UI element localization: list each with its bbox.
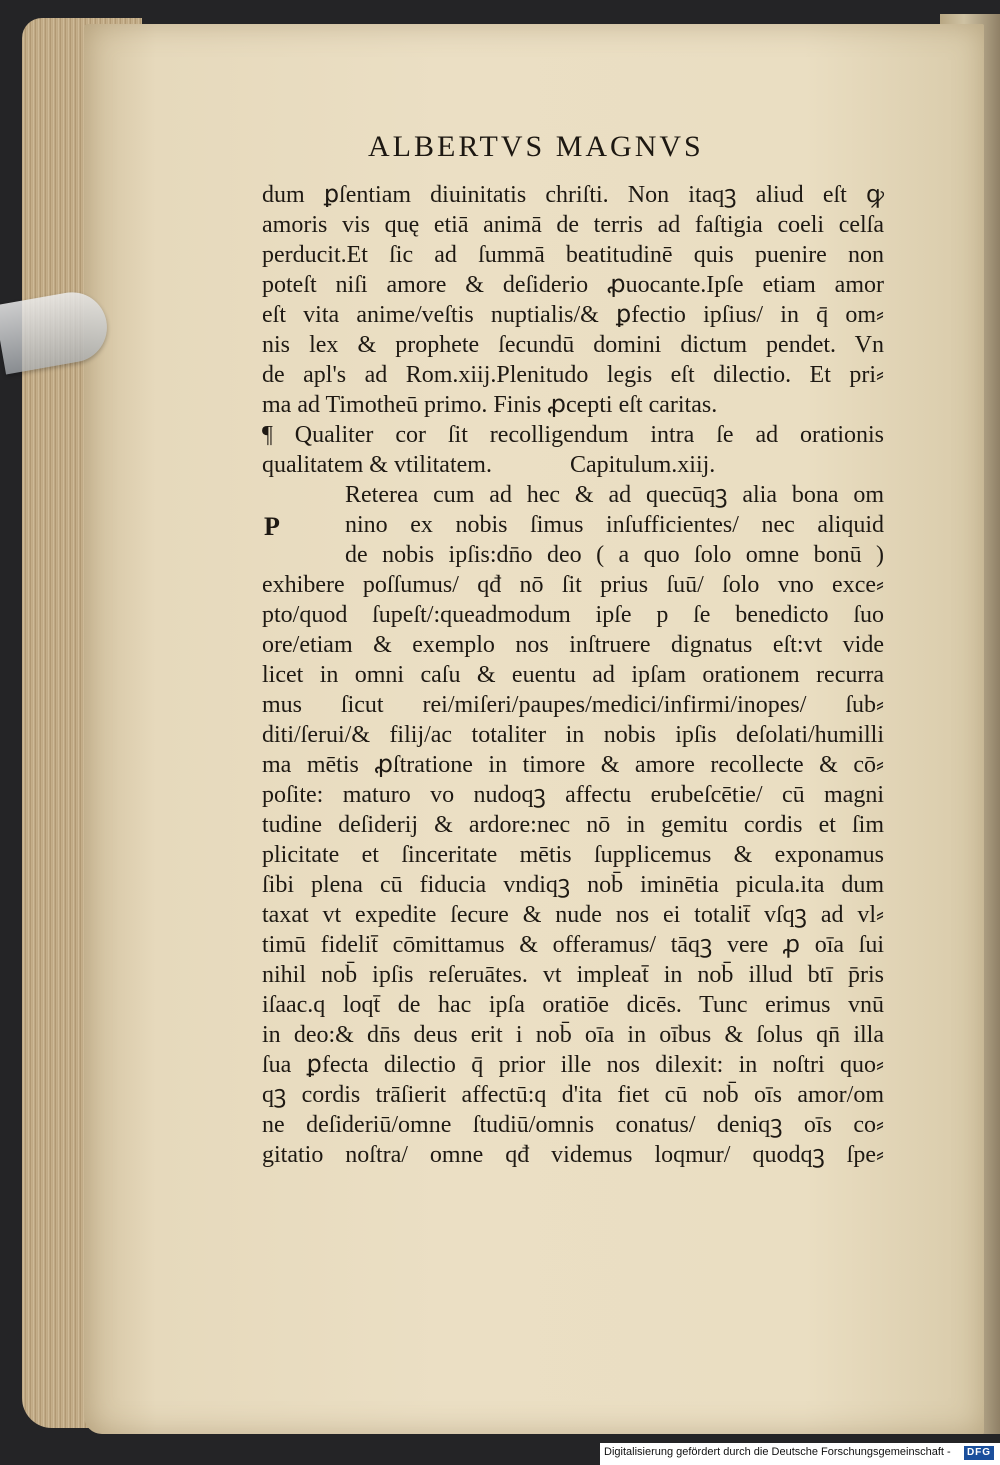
funding-credit: Digitalisierung gefördert durch die Deutsche Forschungsgemeinschaft - [604, 1446, 951, 1458]
text-line: gitatio noſtra/ omne qđ videmus loqmur/ quodqꝫ ſpe⸗ [262, 1142, 884, 1168]
text-line: licet in omni caſu & euentu ad ipſam orationem recurra [262, 662, 884, 688]
text-line: nino ex nobis ſimus inſufficientes/ nec aliquid [345, 512, 884, 538]
text-line: tudine deſiderij & ardore:nec nō in gemitu cordis et ſim [262, 812, 884, 838]
text-line: nihil nob̄ ipſis reſeruātes. vt impleat̄ in nob̄ illud btī p̄ris [262, 962, 884, 988]
text-line: nis lex & prophete ſecundū domini dictum pendet. Vn [262, 332, 884, 358]
text-line: poſite: maturo vo nudoqꝫ affectu erubeſcētie/ cū magni [262, 782, 884, 808]
text-line: mus ſicut rei/miſeri/paupes/medici/infirmi/inopes/ ſub⸗ [262, 692, 884, 718]
text-line: qꝫ cordis trāſierit affectū:q d'ita fiet cū nob̄ oīs amor/om [262, 1082, 884, 1108]
text-line: pto/quod ſupeſt/:queadmodum ipſe p ſe benedicto ſuo [262, 602, 884, 628]
text-line: ne deſideriū/omne ſtudiū/omnis conatus/ deniqꝫ oīs co⸗ [262, 1112, 884, 1138]
text-line: poteſt niſi amore & deſiderio ꝓuocante.Ipſe etiam amor [262, 272, 884, 298]
text-line: ore/etiam & exemplo nos inſtruere dignatus eſt:vt vide [262, 632, 884, 658]
text-line: taxat vt expedite ſecure & nude nos ei totalit̄ vſqꝫ ad vl⸗ [262, 902, 884, 928]
text-line: plicitate et ſinceritate mētis ſupplicemus & exponamus [262, 842, 884, 868]
text-line: Reterea cum ad hec & ad quecūqꝫ alia bona om [345, 482, 884, 508]
dfg-logo: DFG [964, 1446, 994, 1460]
chapter-heading: qualitatem & vtilitatem. Capitulum.xiij. [262, 452, 716, 478]
text-line: exhibere poſſumus/ qđ nō ſit prius ſuū/ ſolo vno exce⸗ [262, 572, 884, 598]
text-line: iſaac.q loqt̄ de hac ipſa oratiōe dicēs. Tunc erimus vnū [262, 992, 884, 1018]
text-line: eſt vita anime/veſtis nuptialis/& ꝑfectio ipſius/ in q̄ om⸗ [262, 302, 884, 328]
text-line: ma mētis ꝓſtratione in timore & amore recollecte & cō⸗ [262, 752, 884, 778]
text-line: de apl's ad Rom.xiij.Plenitudo legis eſt dilectio. Et pri⸗ [262, 362, 884, 388]
text-line: de nobis ipſis:dn̄o deo ( a quo ſolo omne bonū ) [345, 542, 884, 568]
text-line: in deo:& dn̄s deus erit i nob̄ oīa in oībus & ſolus qn̄ illa [262, 1022, 884, 1048]
text-line: ſibi plena cū fiducia vndiqꝫ nob̄ iminētia picula.ita dum [262, 872, 884, 898]
text-line: ſua ꝑfecta dilectio q̄ prior ille nos dilexit: in noſtri quo⸗ [262, 1052, 884, 1078]
chapter-heading: ¶ Qualiter cor ſit recolligendum intra ſe ad orationis [262, 422, 884, 448]
text-line: perducit.Et ſic ad ſummā beatitudinē quis puenire non [262, 242, 884, 268]
running-head: ALBERTVS MAGNVS [368, 130, 704, 163]
text-line: timū fidelit̄ cōmittamus & offeramus/ tāqꝫ vere ꝓ oīa ſui [262, 932, 884, 958]
text-line: ma ad Timotheū primo. Finis ꝓcepti eſt caritas. [262, 392, 718, 418]
initial-letter: P [264, 512, 280, 541]
text-line: diti/ſerui/& filij/ac totaliter in nobis ipſis deſolati/humilli [262, 722, 884, 748]
text-line: dum ꝑſentiam diuinitatis chriſti. Non itaqꝫ aliud eſt ꝙ [262, 182, 884, 208]
text-line: amoris vis quę etiā animā de terris ad faſtigia coeli celſa [262, 212, 884, 238]
